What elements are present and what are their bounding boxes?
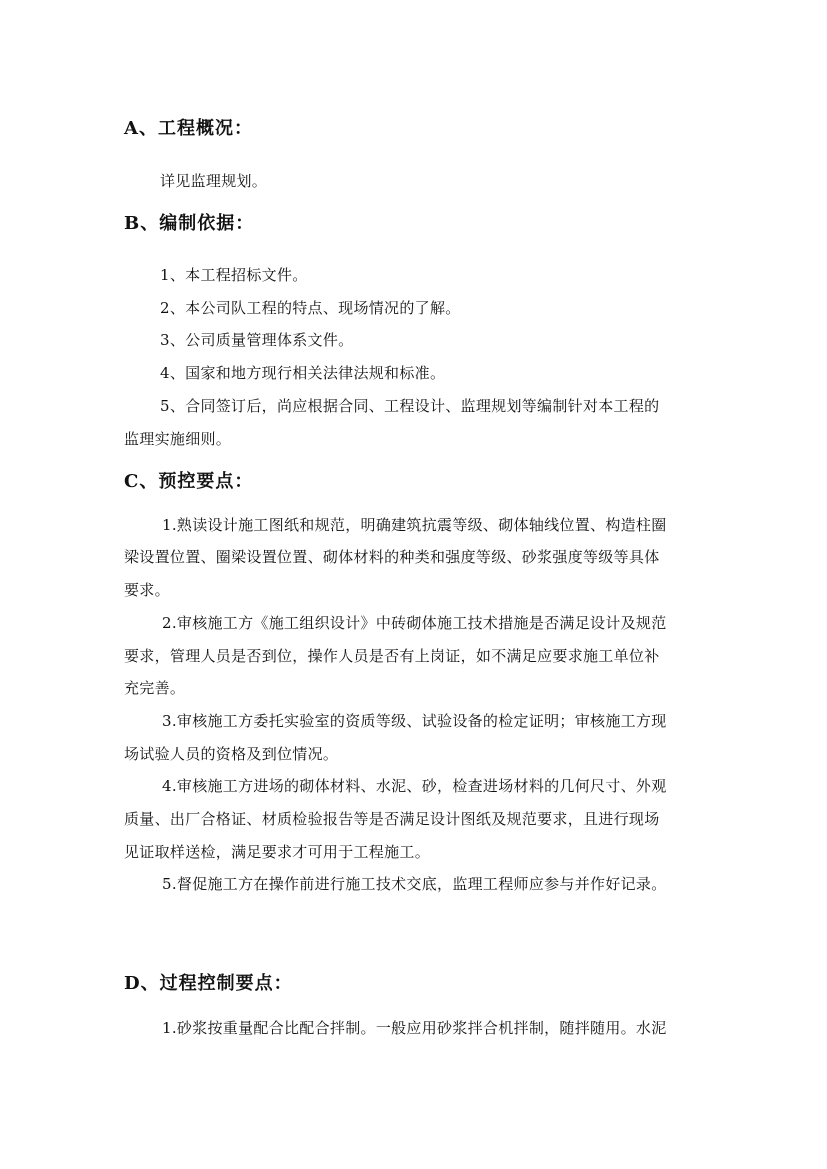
section-c-p3-line-1: 3.审核施工方委托实验室的资质等级、试验设备的检定证明；审核施工方现: [162, 712, 667, 730]
section-c-p3-line-2: 场试验人员的资格及到位情况。: [124, 745, 339, 763]
section-c-p2-line-1: 2.审核施工方《施工组织设计》中砖砌体施工技术措施是否满足设计及规范: [162, 614, 667, 632]
section-c-p5-line-1: 5.督促施工方在操作前进行施工技术交底，监理工程师应参与并作好记录。: [162, 875, 667, 893]
section-a-text: 详见监理规划。: [160, 172, 268, 190]
section-d-p1-line-1: 1.砂浆按重量配合比配合拌制。一般应用砂浆拌合机拌制，随拌随用。水泥: [162, 1019, 667, 1037]
section-c-p1-line-1: 1.熟读设计施工图纸和规范，明确建筑抗震等级、砌体轴线位置、构造柱圈: [162, 516, 667, 534]
section-c-heading: C、预控要点：: [124, 471, 254, 492]
section-d-heading: D、过程控制要点：: [124, 973, 293, 994]
section-c-p4-line-3: 见证取样送检，满足要求才可用于工程施工。: [124, 843, 431, 861]
section-c-p4-line-2: 质量、出厂合格证、材质检验报告等是否满足设计图纸及规范要求，且进行现场: [124, 810, 660, 828]
section-c-p4-line-1: 4.审核施工方进场的砌体材料、水泥、砂，检查进场材料的几何尺寸、外观: [162, 777, 667, 795]
section-a-heading: A、工程概况：: [124, 118, 253, 139]
section-c-p2-line-3: 充完善。: [124, 679, 186, 697]
section-b-item-2: 2、本公司队工程的特点、现场情况的了解。: [160, 299, 461, 317]
section-b-item-5-line-2: 监理实施细则。: [124, 430, 232, 448]
section-b-item-5-line-1: 5、合同签订后，尚应根据合同、工程设计、监理规划等编制针对本工程的: [160, 397, 660, 415]
section-b-item-4: 4、国家和地方现行相关法律法规和标准。: [160, 364, 446, 382]
section-c-p1-line-3: 要求。: [124, 581, 170, 599]
section-c-p1-line-2: 梁设置位置、圈梁设置位置、砌体材料的种类和强度等级、砂浆强度等级等具体: [124, 548, 660, 566]
section-b-item-3: 3、公司质量管理体系文件。: [160, 331, 354, 349]
section-c-p2-line-2: 要求，管理人员是否到位，操作人员是否有上岗证，如不满足应要求施工单位补: [124, 647, 660, 665]
section-b-heading: B、编制依据：: [124, 213, 255, 234]
section-b-item-1: 1、本工程招标文件。: [160, 266, 308, 284]
